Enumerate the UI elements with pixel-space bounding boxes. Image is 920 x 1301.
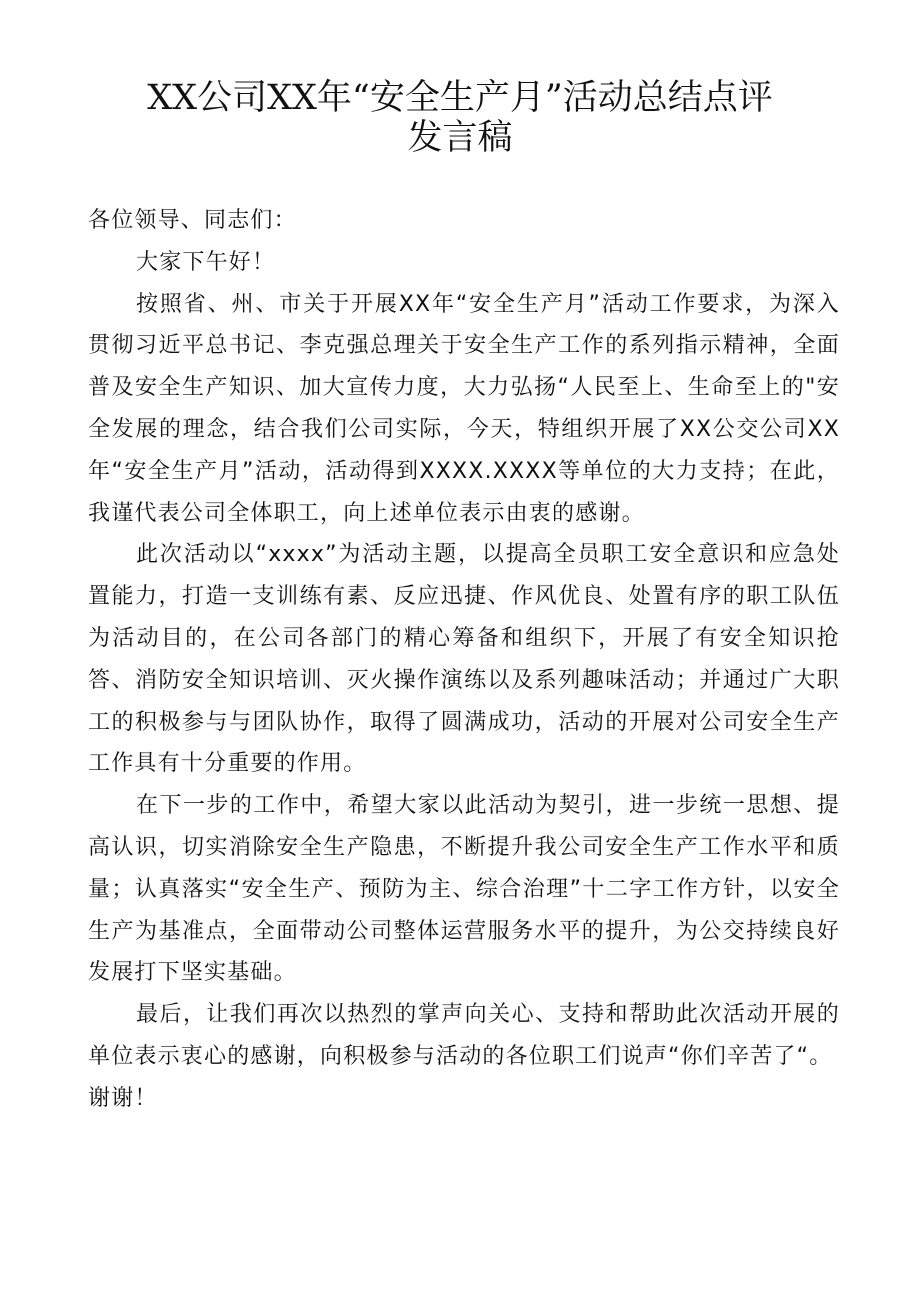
paragraph-opening: 按照省、州、市关于开展XX年“安全生产月”活动工作要求，为深入贯彻习近平总书记、李克强总理关于安全生产工作的系列指示精神，全面普及安全生产知识、加大宣传力度，大力弘扬“人民至上、生命至上的"安全发展的理念，结合我们公司实际，今天，特组织开展了XX公交公司XX年“安全生产月”活动，活动得到XXXX.XXXX等单位的大力支持；在此，我谨代表公司全体职工，向上述单位表示由衷的感谢。: [88, 291, 840, 526]
paragraph-thanks: 最后，让我们再次以热烈的掌声向关心、支持和帮助此次活动开展的单位表示衷心的感谢，向积极参与活动的各位职工们说声“你们辛苦了“。: [88, 1002, 840, 1069]
closing: 谢谢！: [88, 1085, 158, 1111]
paragraph-activity: 此次活动以“xxxx”为活动主题，以提高全员职工安全意识和应急处置能力，打造一支训练有素、反应迅捷、作风优良、处置有序的职工队伍为活动目的，在公司各部门的精心筹备和组织下，开展了有安全知识抢答、消防安全知识培训、灭火操作演练以及系列趣味活动；并通过广大职工的积极参与与团队协作，取得了圆满成功，活动的开展对公司安全生产工作具有十分重要的作用。: [88, 542, 840, 777]
title-line-2: 发言稿: [407, 118, 513, 158]
greeting: 大家下午好！: [136, 249, 276, 275]
paragraph-next-steps: 在下一步的工作中，希望大家以此活动为契引，进一步统一思想、提高认识，切实消除安全生产隐患，不断提升我公司安全生产工作水平和质量；认真落实“安全生产、预防为主、综合治理”十二字工作方针，以安全生产为基准点，全面带动公司整体运营服务水平的提升，为公交持续良好发展打下坚实基础。: [88, 793, 840, 986]
title-line-1: XX公司XX年“安全生产月”活动总结点评: [147, 78, 773, 118]
salutation: 各位领导、同志们：: [88, 208, 297, 233]
document-body: [88, 200, 840, 1120]
document-title: [60, 78, 860, 158]
